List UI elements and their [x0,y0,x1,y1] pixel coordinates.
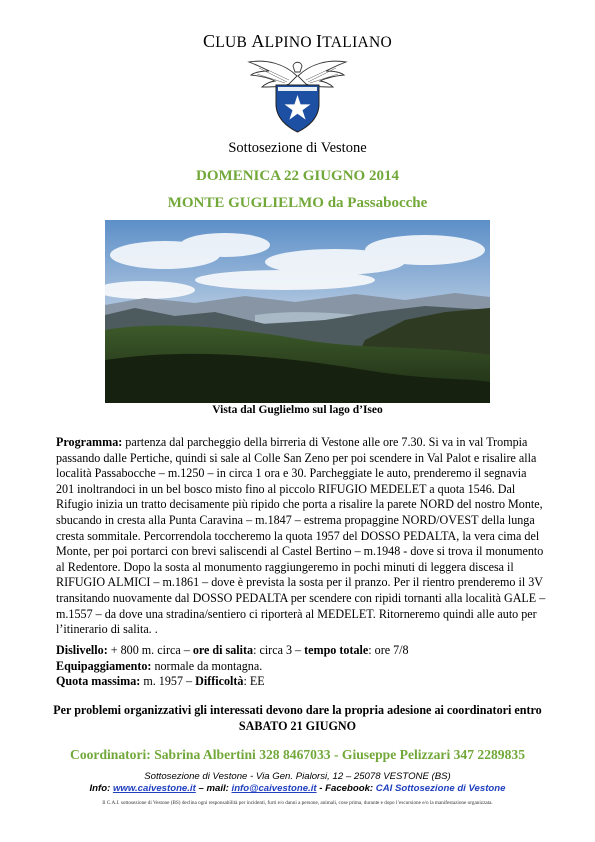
dislivello-label: Dislivello: [56,643,108,657]
club-title-a: A [251,31,265,51]
mail-label: – mail: [195,783,232,794]
email-link[interactable]: info@caivestone.it [231,783,317,794]
tempo-label: tempo totale [304,643,369,657]
trip-details [56,643,546,690]
event-date: DOMENICA 22 GIUGNO 2014 [196,168,399,184]
programma-text: partenza dal parcheggio della birreria di Vestone alle ore 7.30. Si va in val Trompia passando dalle Pertiche, quindi si sale al Colle San Zeno per poi scendere in Val Palot e risalire alla località Passabocche – m.1250 – in circa 1 ora e 30. Parcheggiate le auto, prenderemo il segnavia 201 inoltrandoci in un bel bosco misto fino al piccolo RIFUGIO MEDELET a quota 1546. Dal Rifugio inizia un tratto decisamente più ripido che porta a risalire la parete NORD del nostro Monte, sbucando in cresta alla Punta Caravina – m.1847 – estrema propaggine NORD/OVEST della lunga cresta sommitale. Percorrendola toccheremo la quota 1957 del DOSSO PEDALTA, la vera cima del Monte, per poi portarci con brevi saliscendi al Castel Bertino – m.1948 - dove si trova il monumento al Redentore. Dopo la sosta al monumento raggiungeremo in pochi minuti di leggera discesa il RIFUGIO ALMICI – m.1861 – dove è prevista la sosta per il pranzo. Per il rientro prenderemo il 3V transitando nuovamente dal DOSSO PEDALTA per scendere con ripidi tornanti alla località GALE – m.1557 – da dove una stradina/sentiero ci riporterà al MEDELET. Ritorneremo quindi alle auto per l’itinerario di salita. . [56,435,546,637]
tempo-value: : ore 7/8 [368,643,409,657]
ore-value: : circa 3 – [253,643,305,657]
footer-address: Sottosezione di Vestone - Via Gen. Pialorsi, 12 – 25078 VESTONE (BS) [144,771,451,782]
lake-view-photo [105,220,490,403]
club-title-lpino: LPINO [264,34,316,51]
sottosezione-title: Sottosezione di Vestone [228,140,367,156]
club-title-i: I [315,31,323,51]
club-title-c: C [202,31,216,51]
ore-label: ore di salita [192,643,254,657]
footer-info [0,783,595,794]
registration-notice [30,703,565,734]
club-title-taliano: TALIANO [322,34,393,51]
facebook-page: CAI Sottosezione di Vestone [375,783,506,794]
dislivello-line [56,643,546,659]
quota-label: Quota massima: [56,674,141,689]
diff-label: Difficoltà [195,674,244,689]
equip-value: normale da montagna. [151,658,263,673]
quota-line [56,674,546,690]
photo-caption: Vista dal Guglielmo sul lago d’Iseo [212,404,383,416]
info-label: Info: [89,783,113,794]
diff-value: : EE [243,674,265,689]
website-link[interactable]: www.caivestone.it [112,783,196,794]
quota-value: m. 1957 – [140,674,196,689]
event-title: MONTE GUGLIELMO da Passabocche [167,195,428,211]
programma-label: Programma: [56,435,123,449]
club-title-lub: LUB [215,34,252,51]
disclaimer: Il C.A.I. sottosezione di Vestone (BS) declina ogni responsabilità per incidenti, furti e/o danni a persone, animali, cose prima, durante e dopo l’escursione e/o la manifestazione organizzata. [102,800,493,806]
notice-line-1: Per problemi organizzativi gli interessati devono dare la propria adesione ai coordinatori entro [53,703,542,717]
club-title [0,31,595,52]
facebook-label: - Facebook: [316,783,376,794]
equipaggiamento-line [56,659,546,675]
programma-paragraph [56,435,546,638]
dislivello-value: + 800 m. circa – [107,643,193,657]
cai-eagle-logo [245,54,350,136]
coordinators: Coordinatori: Sabrina Albertini 328 8467033 - Giuseppe Pelizzari 347 2289835 [70,747,525,762]
notice-line-2: SABATO 21 GIUGNO [238,718,357,733]
equip-label: Equipaggiamento: [56,658,152,673]
